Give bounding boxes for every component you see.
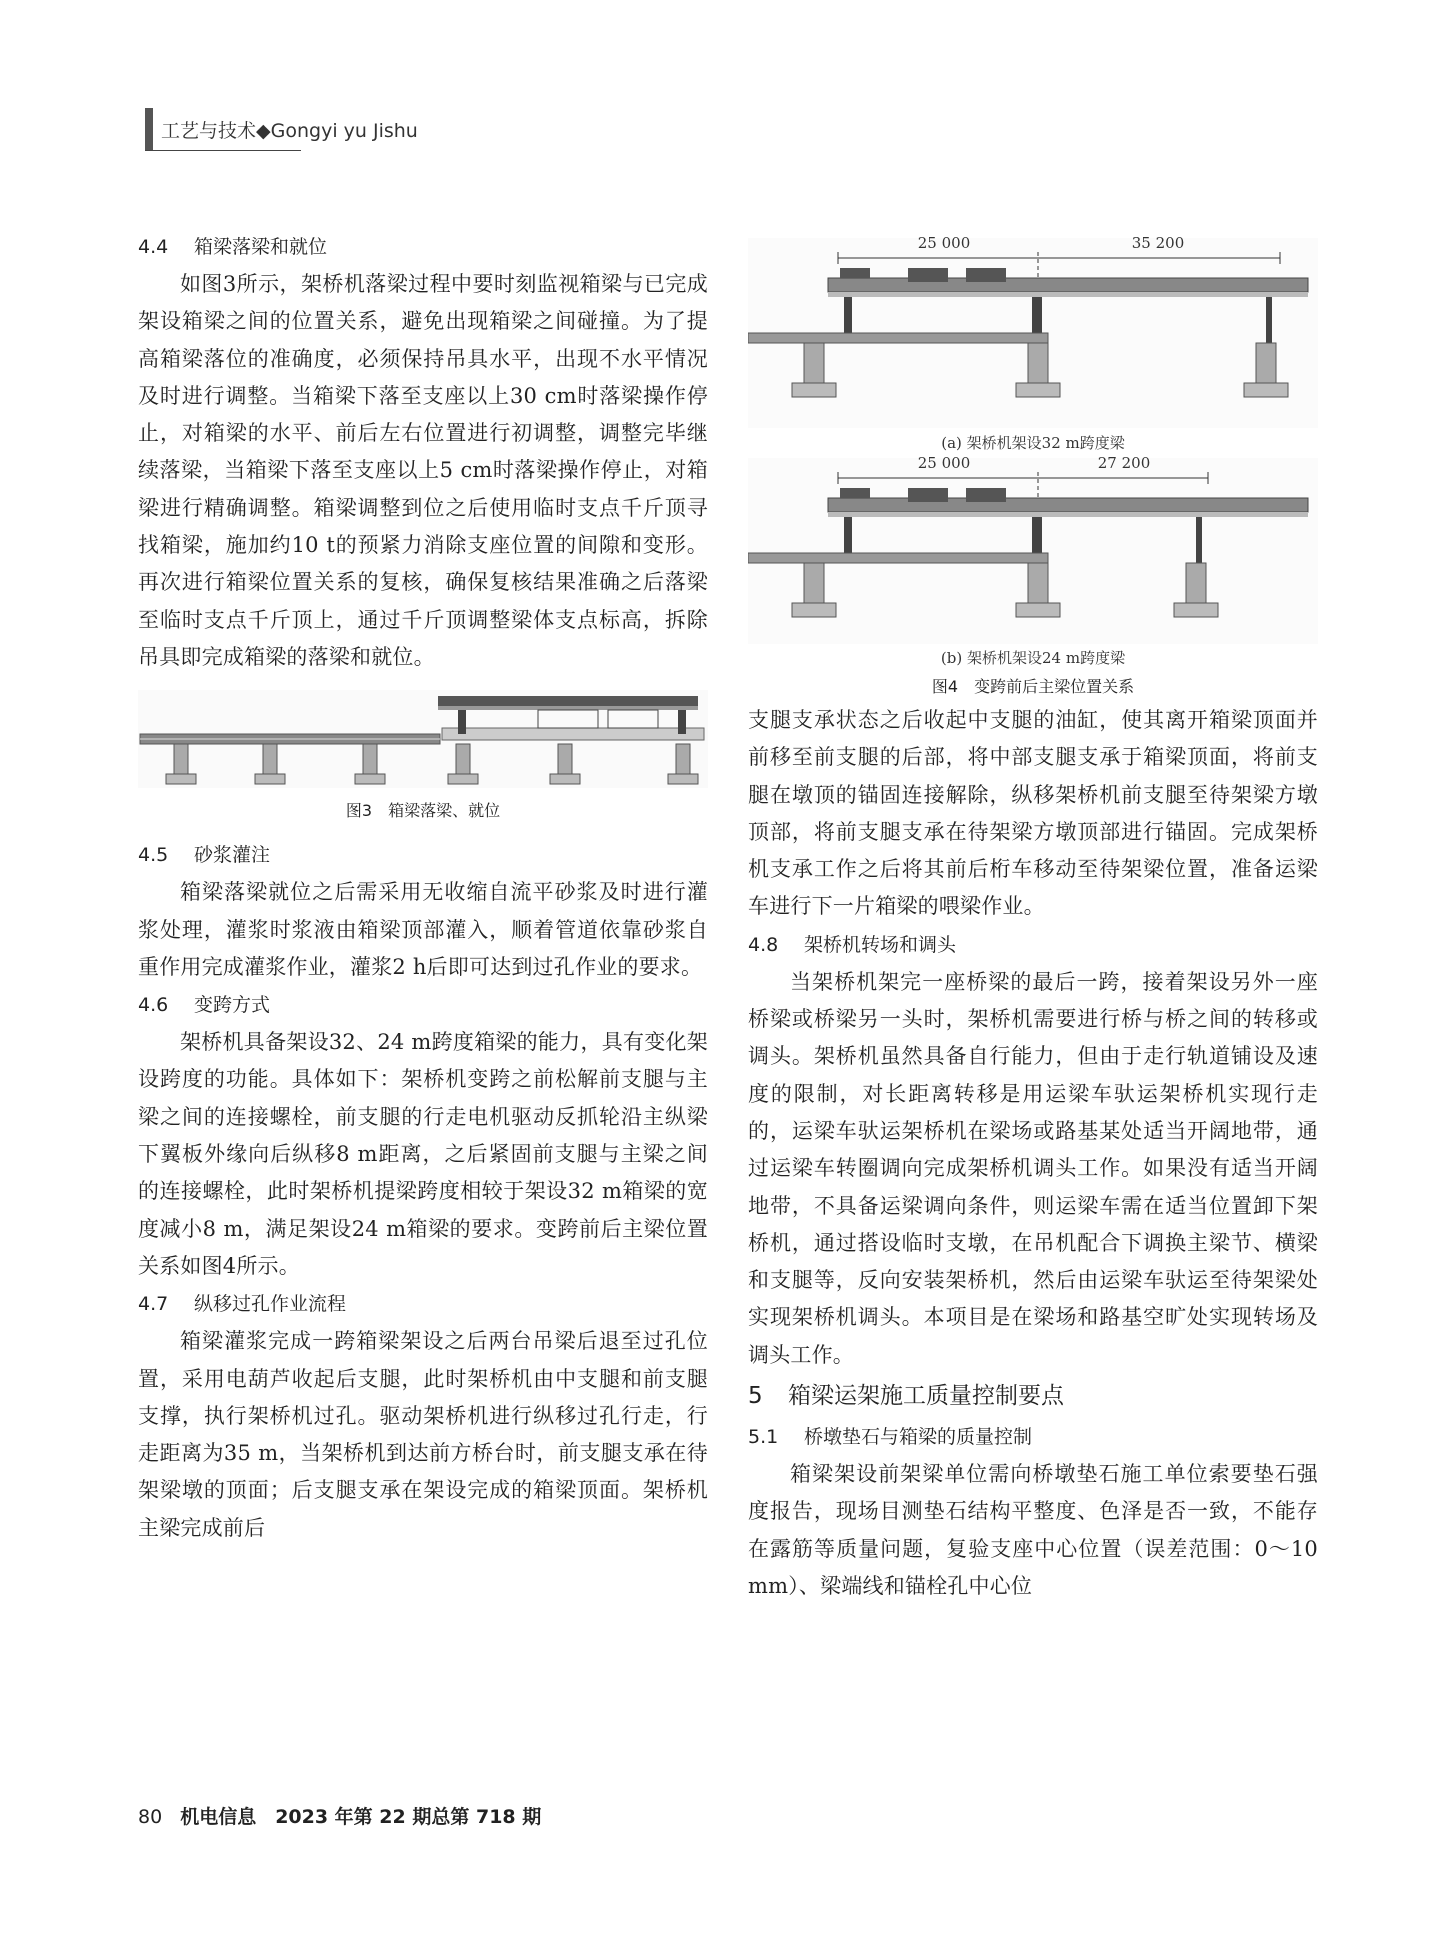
section-4-7-text-continued: 支腿支承状态之后收起中支腿的油缸，使其离开箱梁顶面并前移至前支腿的后部，将中部支腿支承于箱梁顶面，将前支腿在墩顶的锚固连接解除，纵移架桥机前支腿至待架梁方墩顶部，将前支腿支承在待架梁方墩顶部进行锚固。完成架桥机支承工作之后将其前后桁车移动至待架梁位置，准备运梁车进行下一片箱梁的喂梁作业。	[748, 708, 1318, 919]
section-4-8-heading: 4.8 架桥机转场和调头	[748, 933, 957, 956]
section-5-1-heading: 5.1 桥墩垫石与箱梁的质量控制	[748, 1426, 1033, 1449]
figure-4-caption: 图4 变跨前后主梁位置关系	[931, 677, 1135, 696]
section-4-5-text: 箱梁落梁就位之后需采用无收缩自流平砂浆及时进行灌浆处理，灌浆时浆液由箱梁顶部灌入，顺着管道依靠砂浆自重作用完成灌浆作业，灌浆2 h后即可达到过孔作业的要求。	[138, 880, 708, 979]
section-4-8-text: 当架桥机架完一座桥梁的最后一跨，接着架设另外一座桥梁或桥梁另一头时，架桥机需要进行桥与桥之间的转移或调头。架桥机虽然具备自行能力，但由于走行轨道铺设及速度的限制，对长距离转移是用运梁车驮运架桥机实现行走的，运梁车驮运架桥机在梁场或路基某处适当开阔地带，通过运梁车转圈调向完成架桥机调头工作。如果没有适当开阔地带，不具备运梁调向条件，则运梁车需在适当位置卸下架桥机，通过搭设临时支墩，在吊机配合下调换主梁节、横梁和支腿等，反向安装架桥机，然后由运梁车驮运至待架梁处实现架桥机调头。本项目是在梁场和路基空旷处实现转场及调头工作。	[748, 969, 1318, 1367]
figure-4b-caption: (b) 架桥机架设24 m跨度梁	[940, 649, 1126, 667]
figure-3-drawing	[138, 690, 708, 788]
figure-3-caption: 图3 箱梁落梁、就位	[345, 801, 501, 821]
header-bar	[145, 108, 153, 150]
page-number: 80	[138, 1806, 163, 1828]
section-4-6-heading: 4.6 变跨方式	[138, 994, 271, 1017]
header-text: 工艺与技术◆Gongyi yu Jishu	[161, 120, 418, 142]
right-column	[748, 234, 1318, 1605]
section-5-1-text: 箱梁架设前架梁单位需向桥墩垫石施工单位索要垫石强度报告，现场目测垫石结构平整度、色泽是否一致，不能存在露筋等质量问题，复验支座中心位置（误差范围：0～10 mm）、梁端线和锚栓孔中心位	[748, 1462, 1318, 1598]
figure-4a-drawing	[748, 238, 1318, 428]
section-4-4-heading: 4.4 箱梁落梁和就位	[138, 236, 328, 258]
journal-info: 机电信息 2023 年第 22 期总第 718 期	[180, 1806, 542, 1828]
figure-4a-dim-2: 35 200	[1131, 234, 1185, 252]
section-4-7-text: 箱梁灌浆完成一跨箱梁架设之后两台吊梁后退至过孔位置，采用电葫芦收起后支腿，此时架桥机由中支腿和前支腿支撑，执行架桥机过孔。驱动架桥机进行纵移过孔行走，行走距离为35 m，当架桥机到达前方桥台时，前支腿支承在待架梁墩的顶面；后支腿支承在架设完成的箱梁顶面。架桥机主梁完成前后	[138, 1329, 708, 1540]
figure-4a-caption: (a) 架桥机架设32 m跨度梁	[941, 434, 1125, 452]
section-4-5-heading: 4.5 砂浆灌注	[138, 844, 271, 867]
section-4-6-text: 架桥机具备架设32、24 m跨度箱梁的能力，具有变化架设跨度的功能。具体如下：架桥机变跨之前松解前支腿与主梁之间的连接螺栓，前支腿的行走电机驱动反抓轮沿主纵梁下翼板外缘向后纵移8 m距离，之后紧固前支腿与主梁之间的连接螺栓，此时架桥机提梁跨度相较于架设32 m箱梁的宽度减小8 m，满足架设24 m箱梁的要求。变跨前后主梁位置关系如图4所示。	[138, 1030, 708, 1278]
figure-4b	[748, 454, 1318, 644]
figure-4b-dim-1: 25 000	[917, 454, 971, 472]
figure-4a-dim-1: 25 000	[917, 234, 971, 252]
figure-4a	[748, 234, 1318, 428]
section-5-heading: 5 箱梁运架施工质量控制要点	[748, 1383, 1064, 1410]
section-4-4-text: 如图3所示，架桥机落梁过程中要时刻监视箱梁与已完成架设箱梁之间的位置关系，避免出现箱梁之间碰撞。为了提高箱梁落位的准确度，必须保持吊具水平，出现不水平情况及时进行调整。当箱梁下落至支座以上30 cm时落梁操作停止，对箱梁的水平、前后左右位置进行初调整，调整完毕继续落梁，当箱梁下落至支座以上5 cm时落梁操作停止，对箱梁进行精确调整。箱梁调整到位之后使用临时支点千斤顶寻找箱梁，施加约10 t的预紧力消除支座位置的间隙和变形。再次进行箱梁位置关系的复核，确保复核结果准确之后落梁至临时支点千斤顶上，通过千斤顶调整梁体支点标高，拆除吊具即完成箱梁的落梁和就位。	[138, 272, 708, 669]
section-4-7-heading: 4.7 纵移过孔作业流程	[138, 1293, 347, 1316]
page-footer	[138, 1802, 541, 1829]
left-column	[138, 228, 708, 1547]
figure-4b-drawing	[748, 458, 1318, 644]
figure-4b-dim-2: 27 200	[1097, 454, 1151, 472]
header-rule	[145, 150, 301, 151]
figure-3	[138, 690, 708, 788]
running-header	[145, 108, 418, 150]
